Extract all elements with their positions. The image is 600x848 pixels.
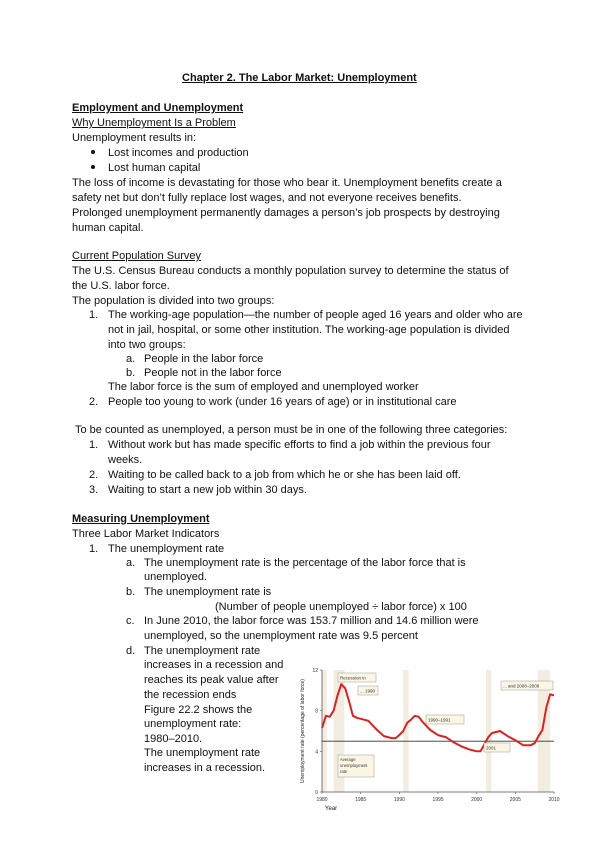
sub-item: People not in the labor force: [144, 367, 282, 379]
paragraph-line: Three Labor Market Indicators: [72, 528, 220, 540]
sub-item: People in the labor force: [144, 353, 264, 365]
sub-item: increases in a recession.: [144, 762, 266, 774]
list-item-line: The unemployment rate: [108, 543, 225, 555]
paragraph-line: safety net but don’t fully replace lost wages, and not everyone receives benefits.: [72, 192, 462, 204]
list-letter: a.: [126, 557, 136, 569]
paragraph-line: the U.S. labor force.: [72, 280, 170, 292]
y-tick-label: 12: [312, 668, 318, 674]
subheading-cps: Current Population Survey: [72, 250, 202, 262]
list-letter: b.: [126, 586, 136, 598]
annotation-label: rate: [340, 769, 348, 774]
sub-item: increases in a recession and: [144, 659, 284, 671]
x-tick-label: 1995: [432, 797, 444, 803]
paragraph-line: To be counted as unemployed, a person must be in one of the following three categories:: [75, 424, 508, 436]
list-letter: c.: [126, 615, 135, 627]
list-letter: d.: [126, 645, 136, 657]
results-in-text: Unemployment results in:: [72, 132, 197, 144]
bullet-item: Lost incomes and production: [108, 147, 249, 159]
list-item-line: Waiting to start a new job within 30 days.: [108, 484, 307, 496]
sub-item: In June 2010, the labor force was 153.7 million and 14.6 million were: [144, 615, 479, 627]
y-axis-label: Unemployment rate (percentage of labor force): [300, 679, 306, 783]
formula: (Number of people unemployed ÷ labor force) x 100: [215, 601, 467, 613]
sub-item: unemployment rate:: [144, 718, 242, 730]
x-axis-label: Year: [325, 806, 338, 812]
recession-band: [322, 670, 327, 792]
x-tick-label: 1985: [355, 797, 367, 803]
bullet-dot: [91, 165, 95, 169]
subheading-why-problem: Why Unemployment Is a Problem: [72, 117, 236, 129]
bullet-dot: [91, 150, 95, 154]
sub-item: Figure 22.2 shows the: [144, 704, 253, 716]
list-item-line: People too young to work (under 16 years of age) or in institutional care: [108, 396, 457, 408]
list-number: 2.: [89, 469, 99, 481]
recession-band: [486, 670, 491, 792]
x-tick-label: 2000: [471, 797, 483, 803]
sub-item: The unemployment rate: [144, 747, 261, 759]
list-item-line: into two groups:: [108, 339, 186, 351]
list-number: 2.: [89, 396, 99, 408]
annotation-label: 2001: [486, 745, 497, 751]
list-number: 1.: [89, 439, 99, 451]
sub-item: unemployed, so the unemployment rate was 9.5 percent: [144, 630, 418, 642]
unemployment-chart: [298, 664, 562, 848]
annotation-label: ... and 2008–2009: [503, 683, 540, 689]
list-item-line: Without work but has made specific efforts to find a job within the previous four: [108, 439, 491, 451]
sub-item: The unemployment rate is the percentage of the labor force that is: [144, 557, 466, 569]
sub-item: reaches its peak value after: [144, 674, 279, 686]
annotation-label: 1990–1991: [428, 717, 451, 723]
paragraph-line: Prolonged unemployment permanently damages a person’s job prospects by destroying: [72, 207, 500, 219]
paragraph-line: The loss of income is devastating for those who bear it. Unemployment benefits create a: [72, 177, 502, 189]
list-item-line: not in jail, hospital, or some other institution. The working-age population is divided: [108, 324, 510, 336]
bullet-item: Lost human capital: [108, 162, 201, 174]
annotation-label: unemployment: [340, 763, 368, 768]
paragraph-line: The population is divided into two groups:: [72, 295, 275, 307]
section-heading-employment: Employment and Unemployment: [72, 102, 244, 114]
annotation-label: ... 1990: [360, 688, 376, 694]
sub-item: the recession ends: [144, 689, 237, 701]
x-tick-label: 2005: [509, 797, 521, 803]
annotation-label: Average: [340, 757, 356, 762]
list-letter: b.: [126, 367, 136, 379]
sub-item: The unemployment rate: [144, 645, 261, 657]
sub-item: unemployed.: [144, 571, 207, 583]
list-item-line: weeks.: [108, 454, 143, 466]
paragraph-line: The U.S. Census Bureau conducts a monthly population survey to determine the status of: [72, 265, 509, 277]
list-number: 1.: [89, 309, 99, 321]
x-tick-label: 1990: [393, 797, 405, 803]
list-letter: a.: [126, 353, 136, 365]
paragraph-line: human capital.: [72, 222, 144, 234]
y-tick-label: 0: [315, 790, 318, 796]
list-item-line: Waiting to be called back to a job from which he or she has been laid off.: [108, 469, 461, 481]
y-tick-label: 4: [315, 749, 318, 756]
sub-item: The unemployment rate is: [144, 586, 272, 598]
list-note: The labor force is the sum of employed and unemployed worker: [108, 381, 419, 393]
list-number: 3.: [89, 484, 99, 496]
section-heading-measuring: Measuring Unemployment: [72, 513, 210, 525]
chapter-title: Chapter 2. The Labor Market: Unemployment: [182, 72, 417, 84]
sub-item: 1980–2010.: [144, 733, 203, 745]
x-tick-label: 2010: [548, 797, 560, 803]
list-number: 1.: [89, 543, 99, 555]
list-item-line: The working-age population—the number of people aged 16 years and older who are: [108, 309, 523, 321]
y-tick-label: 8: [315, 708, 318, 715]
annotation-label: Recession in: [340, 675, 366, 681]
x-tick-label: 1980: [316, 797, 328, 803]
